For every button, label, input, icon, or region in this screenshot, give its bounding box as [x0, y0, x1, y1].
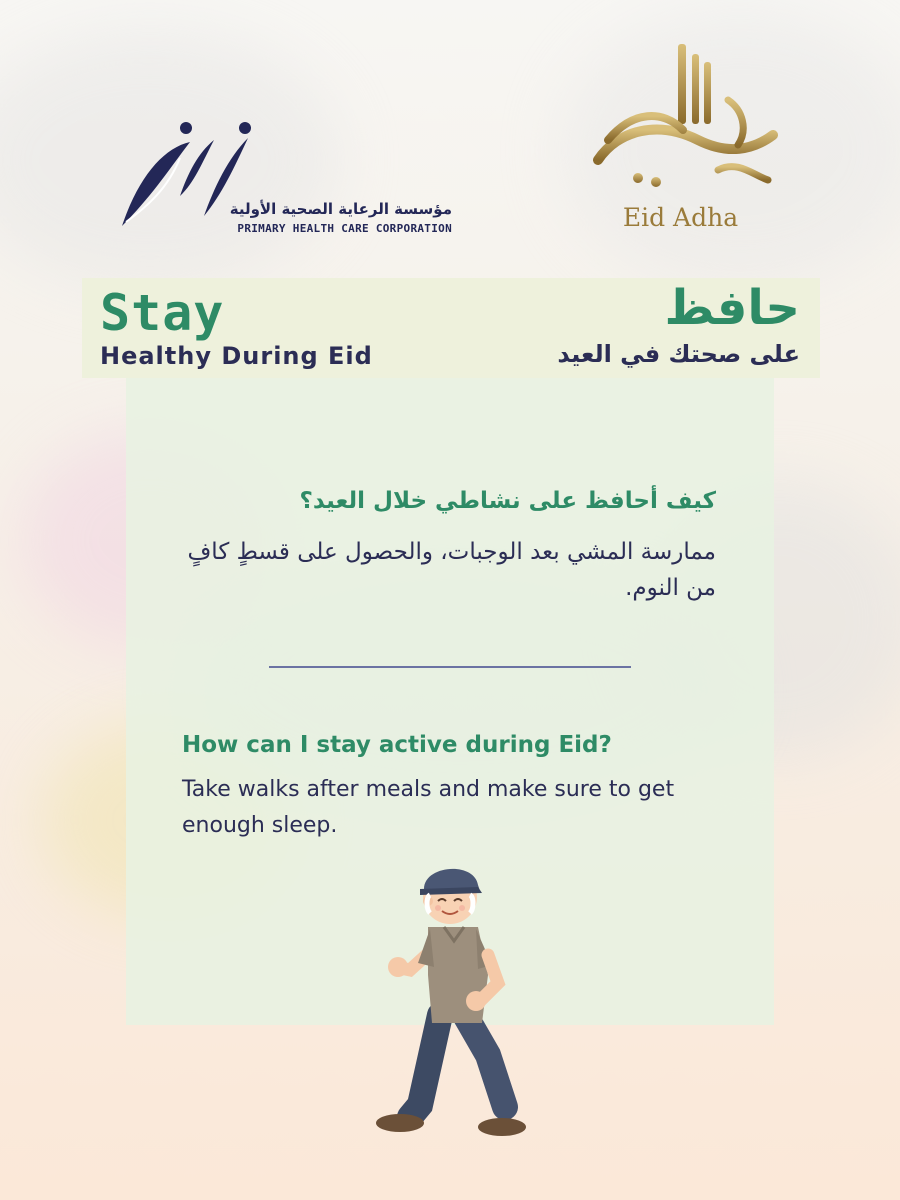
phcc-logo	[118, 118, 452, 243]
title-arabic: حافظ	[664, 280, 800, 336]
divider	[269, 666, 631, 668]
title-banner	[82, 278, 820, 378]
subtitle-english: Healthy During Eid	[100, 342, 373, 370]
walking-man-illustration	[370, 855, 540, 1145]
subtitle-arabic: على صحتك في العيد	[557, 340, 800, 368]
org-name-arabic: مؤسسة الرعاية الصحية الأولية	[229, 200, 452, 218]
answer-arabic: ممارسة المشي بعد الوجبات، والحصول على قسطٍ كافٍ من النوم.	[187, 539, 716, 601]
answer-english: Take walks after meals and make sure to get enough sleep.	[182, 777, 675, 838]
question-english: How can I stay active during Eid?	[182, 732, 612, 758]
eid-adha-logo	[578, 40, 783, 245]
org-name-english: PRIMARY HEALTH CARE CORPORATION	[237, 222, 452, 235]
eid-adha-calligraphy-icon	[578, 40, 783, 200]
title-english: Stay	[100, 284, 225, 342]
eid-adha-label: Eid Adha	[622, 203, 739, 232]
question-arabic: كيف أحافظ على نشاطي خلال العيد؟	[299, 488, 716, 514]
